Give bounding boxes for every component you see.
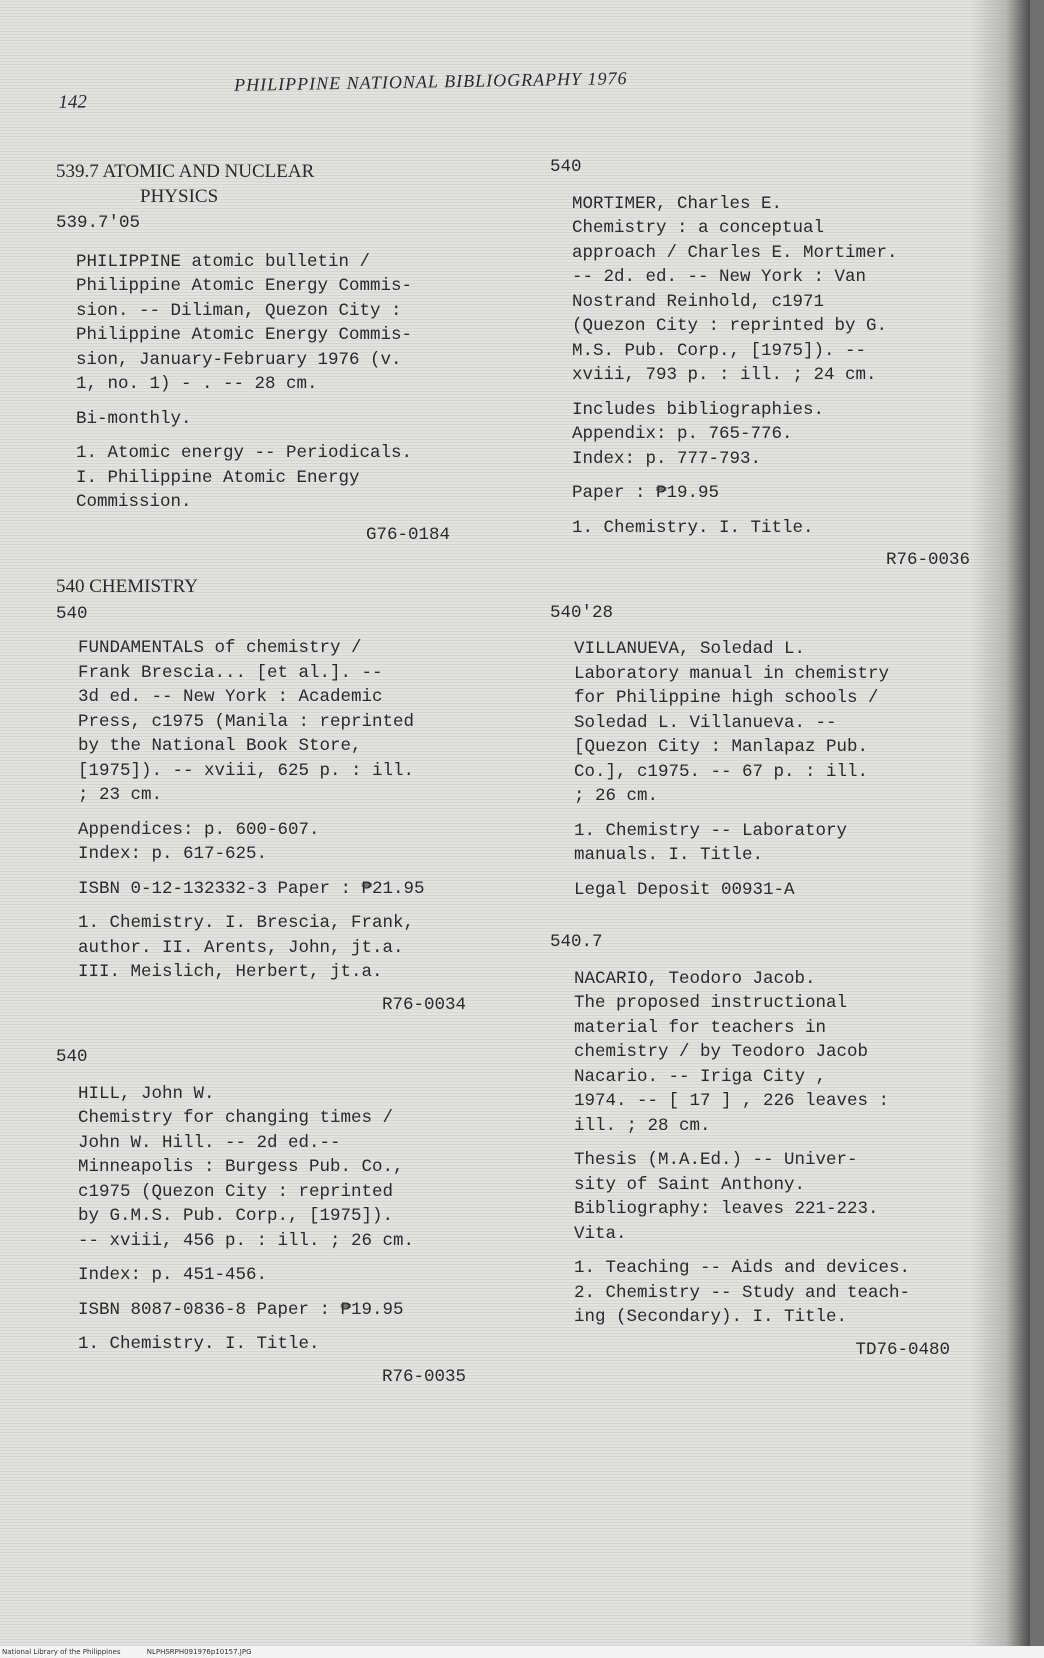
section-atomic-physics [56, 160, 526, 236]
tracing-line: 1. Atomic energy -- Periodicals. [76, 443, 413, 463]
control-number: R76-0035 [381, 1366, 466, 1387]
tracing-line: ing (Secondary). I. Title. [574, 1307, 848, 1327]
entry-line: ; 23 cm. [78, 785, 163, 805]
entry-line: Press, c1975 (Manila : reprinted [78, 711, 415, 732]
note-line: Index: p. 617-625. [78, 844, 268, 864]
section-title: 539.7 ATOMIC AND NUCLEAR [56, 161, 315, 182]
bibliographic-entry [56, 1045, 526, 1389]
page-header [58, 66, 719, 118]
entry-line: by the National Book Store, [78, 736, 362, 756]
tracing-line: III. Meislich, Herbert, jt.a. [78, 962, 383, 982]
control-number: TD76-0480 [855, 1339, 950, 1360]
entry-line: Nostrand Reinhold, c1971 [572, 291, 825, 312]
entry-line: VILLANUEVA, Soledad L. [574, 639, 806, 659]
tracing-line: manuals. I. Title. [574, 845, 764, 865]
entry-line: (Quezon City : reprinted by G. [572, 316, 888, 336]
section-title: 540 CHEMISTRY [56, 576, 198, 597]
entry-line: -- 2d. ed. -- New York : Van [572, 267, 867, 287]
entry-line: material for teachers in [574, 1017, 827, 1038]
tracing-line: Commission. [76, 492, 192, 512]
entry-note: Bi-monthly. [76, 408, 192, 429]
entry-line: chemistry / by Teodoro Jacob [574, 1042, 869, 1062]
note-line: sity of Saint Anthony. [574, 1174, 806, 1195]
call-number: 540.7 [550, 932, 603, 952]
bibliographic-entry [56, 636, 526, 1017]
tracing-line: 1. Chemistry -- Laboratory [574, 820, 848, 841]
bibliographic-entry [56, 250, 526, 548]
entry-note [560, 398, 990, 472]
note-line: Thesis (M.A.Ed.) -- Univer- [574, 1150, 858, 1170]
note-line: Appendix: p. 765-776. [572, 424, 793, 444]
legal-deposit: Legal Deposit 00931-A [574, 879, 795, 900]
scan-footer [0, 1646, 1044, 1658]
entry-line: Minneapolis : Burgess Pub. Co., [78, 1157, 404, 1177]
entry-line: FUNDAMENTALS of chemistry / [78, 638, 362, 658]
entry-line: HILL, John W. [78, 1083, 215, 1104]
entry-line: Chemistry for changing times / [78, 1108, 394, 1128]
entry-line: Nacario. -- Iriga City , [574, 1066, 827, 1087]
entry-line: ill. ; 28 cm. [574, 1115, 711, 1136]
section-title-continued: PHYSICS [140, 185, 219, 207]
right-column [550, 155, 990, 1390]
entry-tracing [562, 819, 990, 868]
entry-line: ; 26 cm. [574, 786, 659, 806]
entry-line: Philippine Atomic Energy Commis- [76, 276, 413, 296]
entry-line: Frank Brescia... [et al.]. -- [78, 662, 383, 683]
bibliographic-entry [550, 155, 990, 573]
section-chemistry [56, 575, 526, 626]
entry-line: Laboratory manual in chemistry [574, 663, 890, 684]
entry-line: Chemistry : a conceptual [572, 218, 825, 238]
isbn-price: ISBN 8087-0836-8 Paper : ₱19.95 [78, 1299, 404, 1320]
entry-line: John W. Hill. -- 2d ed.-- [78, 1132, 341, 1153]
footer-library: National Library of the Philippines [2, 1648, 121, 1656]
entry-line: 1974. -- [ 17 ] , 226 leaves : [574, 1091, 890, 1111]
price: Paper : ₱19.95 [572, 483, 720, 503]
isbn-price: ISBN 0-12-132332-3 Paper : ₱21.95 [78, 878, 425, 899]
footer-filename: NLPHSRPH091976p10157.JPG [146, 1648, 252, 1656]
entry-line: [1975]). -- xviii, 625 p. : ill. [78, 760, 415, 781]
control-number: R76-0036 [885, 550, 970, 570]
entry-note [562, 1148, 990, 1246]
entry-line: PHILIPPINE atomic bulletin / [76, 251, 371, 272]
tracing-line: 1. Chemistry. I. Title. [572, 517, 814, 538]
call-number: 540 [56, 1047, 88, 1067]
entry-tracing [64, 441, 526, 515]
entry-line: sion, January-February 1976 (v. [76, 349, 402, 370]
entry-line: NACARIO, Teodoro Jacob. [574, 968, 816, 989]
entry-line: for Philippine high schools / [574, 688, 879, 708]
call-number: 539.7'05 [56, 213, 141, 233]
entry-tracing [66, 911, 526, 985]
tracing-line: 1. Chemistry. I. Title. [78, 1334, 320, 1354]
entry-line: c1975 (Quezon City : reprinted [78, 1181, 394, 1202]
entry-line: Soledad L. Villanueva. -- [574, 712, 837, 733]
entry-line: 3d ed. -- New York : Academic [78, 687, 383, 707]
entry-line: -- xviii, 456 p. : ill. ; 26 cm. [78, 1230, 415, 1251]
tracing-line: 2. Chemistry -- Study and teach- [574, 1282, 911, 1303]
page-number: 142 [58, 91, 88, 113]
bibliographic-entry [550, 930, 990, 1362]
tracing-line: 1. Teaching -- Aids and devices. [574, 1258, 911, 1278]
entry-line: Philippine Atomic Energy Commis- [76, 325, 413, 345]
page-edge-shadow [970, 0, 1030, 1646]
note-line: Appendices: p. 600-607. [78, 819, 320, 840]
entry-line: [Quezon City : Manlapaz Pub. [574, 737, 869, 757]
left-column [56, 160, 526, 1417]
control-number: G76-0184 [365, 524, 450, 545]
call-number: 540 [56, 603, 88, 624]
running-title: PHILIPPINE NATIONAL BIBLIOGRAPHY 1976 [233, 68, 628, 95]
entry-line: MORTIMER, Charles E. [572, 193, 783, 214]
entry-line: xviii, 793 p. : ill. ; 24 cm. [572, 365, 877, 385]
note-line: Includes bibliographies. [572, 399, 825, 420]
entry-line: The proposed instructional [574, 993, 848, 1013]
entry-line: approach / Charles E. Mortimer. [572, 242, 898, 263]
entry-line: sion. -- Diliman, Quezon City : [76, 300, 402, 321]
entry-note [66, 818, 526, 867]
tracing-line: 1. Chemistry. I. Brescia, Frank, [78, 913, 415, 933]
call-number: 540'28 [550, 602, 614, 623]
note-line: Index: p. 777-793. [572, 448, 762, 469]
entry-tracing [562, 1256, 990, 1330]
bibliographic-entry [550, 601, 990, 903]
entry-line: by G.M.S. Pub. Corp., [1975]). [78, 1206, 394, 1226]
entry-line: Co.], c1975. -- 67 p. : ill. [574, 761, 869, 782]
entry-note: Index: p. 451-456. [78, 1265, 268, 1285]
tracing-line: I. Philippine Atomic Energy [76, 467, 360, 488]
entry-line: M.S. Pub. Corp., [1975]). -- [572, 340, 867, 361]
note-line: Bibliography: leaves 221-223. [574, 1199, 879, 1219]
note-line: Vita. [574, 1223, 627, 1244]
entry-line: 1, no. 1) - . -- 28 cm. [76, 374, 318, 394]
tracing-line: author. II. Arents, John, jt.a. [78, 937, 404, 958]
control-number: R76-0034 [381, 994, 466, 1015]
call-number: 540 [550, 157, 582, 177]
